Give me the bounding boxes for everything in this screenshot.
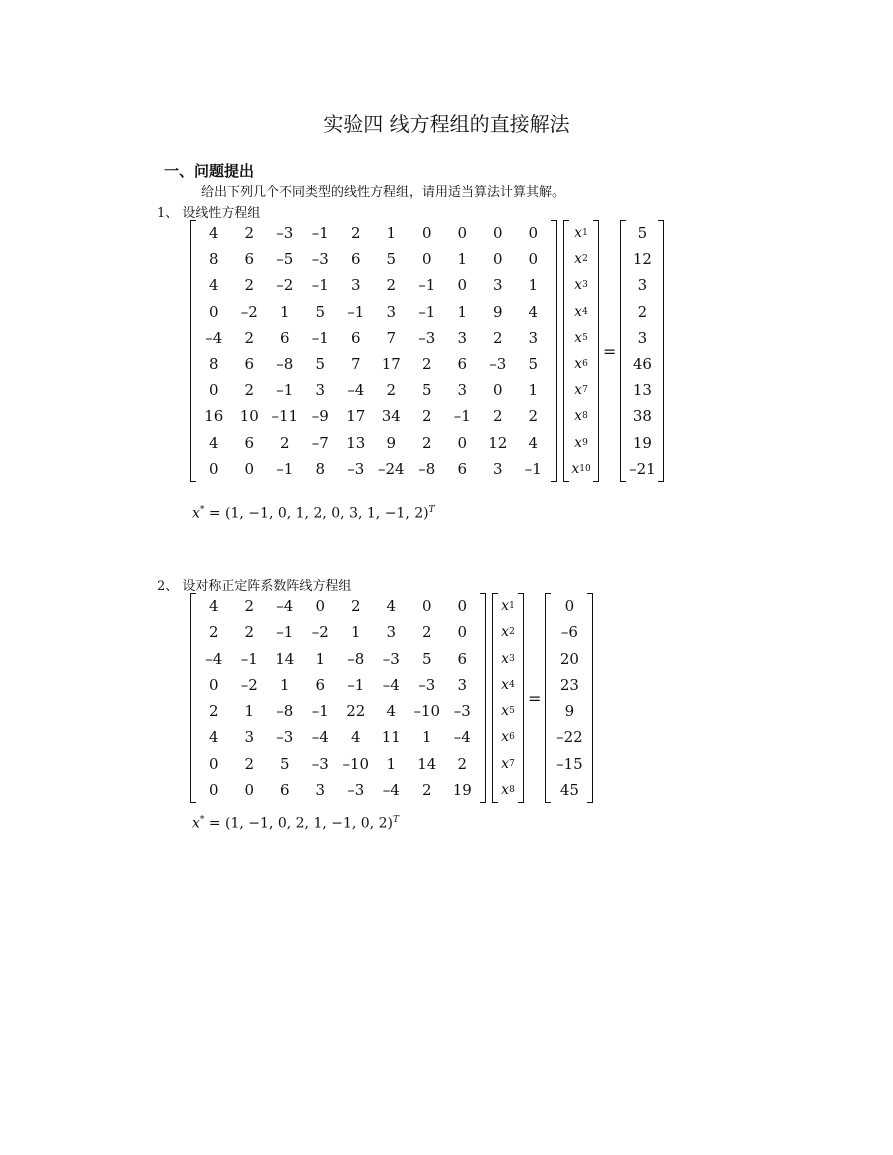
- matrix-cell: 0: [528, 224, 539, 243]
- matrix-cell: –3: [311, 754, 329, 773]
- solution-2-symbol: x: [192, 815, 200, 832]
- variable-cell: [569, 430, 593, 456]
- matrix-cell: 3: [457, 381, 468, 400]
- matrix-cell: 5: [315, 355, 326, 374]
- matrix-cell: 0: [208, 780, 219, 799]
- variable-cell: [569, 246, 593, 272]
- rhs-cell: 9: [564, 702, 575, 721]
- matrix-cell: 4: [208, 224, 219, 243]
- matrix-cell: 0: [208, 459, 219, 478]
- variable-symbol: x: [501, 729, 510, 746]
- matrix-cell: –3: [347, 459, 365, 478]
- rhs-cell: 2: [637, 302, 648, 321]
- matrix-cell: 2: [350, 224, 361, 243]
- variable-cell: [569, 220, 593, 246]
- matrix-cell: 0: [208, 754, 219, 773]
- matrix-cell: 4: [208, 276, 219, 295]
- matrix-cell: –1: [311, 224, 329, 243]
- matrix-cell: –1: [311, 328, 329, 347]
- matrix-cell: 0: [457, 597, 468, 616]
- matrix-cell: 14: [417, 754, 437, 773]
- variable-cell: [569, 456, 593, 482]
- variable-vector-1: [563, 220, 599, 482]
- matrix-cell: 3: [315, 780, 326, 799]
- matrix-cell: 13: [346, 433, 366, 452]
- rhs-cell: 3: [637, 276, 648, 295]
- matrix-cell: 8: [315, 459, 326, 478]
- matrix-cell: 3: [492, 276, 503, 295]
- matrix-cell: 7: [350, 355, 361, 374]
- solution-1-transpose: T: [428, 505, 435, 515]
- matrix-cell: 5: [421, 649, 432, 668]
- variable-cell: [569, 325, 593, 351]
- matrix-cell: 4: [386, 597, 397, 616]
- solution-2-star: *: [199, 815, 205, 825]
- matrix-cell: –3: [489, 355, 507, 374]
- matrix-cell: –24: [377, 459, 405, 478]
- rhs-cell: –6: [560, 623, 578, 642]
- matrix-cell: 6: [244, 250, 255, 269]
- variable-subscript: 1: [582, 228, 588, 239]
- matrix-cell: 2: [492, 407, 503, 426]
- rhs-cell: –22: [556, 728, 583, 747]
- variable-subscript: 6: [509, 732, 515, 743]
- variable-symbol: x: [574, 251, 583, 268]
- variable-symbol: x: [501, 598, 510, 615]
- variable-cell: [498, 698, 518, 724]
- matrix-cell: 6: [315, 675, 326, 694]
- matrix-cell: 2: [208, 623, 219, 642]
- matrix-cell: 2: [208, 702, 219, 721]
- variable-symbol: x: [574, 382, 583, 399]
- matrix-cell: 6: [457, 459, 468, 478]
- rhs-cell: 38: [632, 407, 652, 426]
- coefficient-matrix-2: [190, 593, 486, 803]
- variable-subscript: 9: [582, 437, 588, 448]
- matrix-cell: 2: [457, 754, 468, 773]
- matrix-cell: 4: [208, 597, 219, 616]
- matrix-cell: –1: [418, 302, 436, 321]
- matrix-cell: 6: [279, 780, 290, 799]
- matrix-cell: 7: [386, 328, 397, 347]
- matrix-cell: 2: [386, 381, 397, 400]
- matrix-cell: –3: [276, 224, 294, 243]
- matrix-cell: –4: [276, 597, 294, 616]
- rhs-cell: 19: [632, 433, 652, 452]
- variable-symbol: x: [574, 225, 583, 242]
- matrix-cell: 16: [204, 407, 224, 426]
- matrix-cell: 4: [208, 728, 219, 747]
- matrix-cell: 2: [244, 224, 255, 243]
- matrix-cell: –4: [453, 728, 471, 747]
- variable-subscript: 7: [582, 385, 588, 396]
- variable-symbol: x: [501, 650, 510, 667]
- matrix-cell: 2: [350, 597, 361, 616]
- matrix-cell: –10: [342, 754, 370, 773]
- page-title: 实验四 线方程组的直接解法: [323, 112, 570, 136]
- matrix-cell: –8: [347, 649, 365, 668]
- variable-subscript: 7: [509, 758, 515, 769]
- matrix-cell: 5: [421, 381, 432, 400]
- matrix-cell: 0: [244, 780, 255, 799]
- matrix-cell: –1: [347, 302, 365, 321]
- matrix-cell: 2: [279, 433, 290, 452]
- matrix-cell: 0: [457, 276, 468, 295]
- matrix-cell: –3: [276, 728, 294, 747]
- variable-cell: [498, 777, 518, 803]
- matrix-cell: 2: [421, 355, 432, 374]
- matrix-cell: 0: [208, 381, 219, 400]
- matrix-cell: 0: [492, 250, 503, 269]
- matrix-cell: 3: [315, 381, 326, 400]
- matrix-cell: 1: [421, 728, 432, 747]
- matrix-cell: 2: [386, 276, 397, 295]
- matrix-cell: 0: [208, 302, 219, 321]
- matrix-cell: 2: [528, 407, 539, 426]
- rhs-vector-2: [545, 593, 593, 803]
- variable-symbol: x: [571, 460, 580, 477]
- matrix-cell: 1: [386, 754, 397, 773]
- matrix-cell: –1: [276, 623, 294, 642]
- variable-symbol: x: [574, 356, 583, 373]
- rhs-cell: 20: [559, 649, 579, 668]
- variable-vector-2: [492, 593, 524, 803]
- variable-cell: [498, 672, 518, 698]
- matrix-cell: –1: [418, 276, 436, 295]
- matrix-cell: 4: [208, 433, 219, 452]
- matrix-cell: –3: [453, 702, 471, 721]
- matrix-cell: 5: [315, 302, 326, 321]
- variable-symbol: x: [574, 434, 583, 451]
- rhs-cell: –21: [629, 459, 656, 478]
- matrix-cell: 5: [386, 250, 397, 269]
- matrix-cell: –8: [276, 355, 294, 374]
- matrix-cell: –3: [311, 250, 329, 269]
- matrix-cell: 11: [381, 728, 401, 747]
- rhs-cell: 3: [637, 328, 648, 347]
- matrix-cell: 4: [350, 728, 361, 747]
- matrix-cell: –1: [240, 649, 258, 668]
- variable-cell: [498, 751, 518, 777]
- matrix-cell: 3: [528, 328, 539, 347]
- matrix-cell: –7: [311, 433, 329, 452]
- variable-symbol: x: [501, 624, 510, 641]
- variable-symbol: x: [574, 408, 583, 425]
- matrix-cell: 14: [275, 649, 295, 668]
- matrix-cell: 6: [244, 355, 255, 374]
- matrix-cell: 6: [244, 433, 255, 452]
- matrix-cell: 1: [279, 302, 290, 321]
- matrix-cell: 3: [350, 276, 361, 295]
- matrix-cell: –1: [347, 675, 365, 694]
- variable-cell: [498, 646, 518, 672]
- matrix-cell: –4: [205, 649, 223, 668]
- matrix-cell: –9: [311, 407, 329, 426]
- matrix-cell: 34: [381, 407, 401, 426]
- intro-text: 给出下列几个不同类型的线性方程组，请用适当算法计算其解。: [201, 185, 566, 200]
- matrix-cell: 1: [279, 675, 290, 694]
- matrix-cell: –4: [205, 328, 223, 347]
- matrix-cell: 17: [346, 407, 366, 426]
- matrix-cell: 2: [492, 328, 503, 347]
- variable-symbol: x: [501, 781, 510, 798]
- variable-cell: [498, 619, 518, 645]
- matrix-cell: 0: [421, 597, 432, 616]
- matrix-cell: 5: [279, 754, 290, 773]
- matrix-cell: 8: [208, 250, 219, 269]
- matrix-cell: 0: [208, 675, 219, 694]
- solution-2: [192, 815, 399, 832]
- matrix-cell: 1: [528, 381, 539, 400]
- matrix-cell: 1: [457, 250, 468, 269]
- matrix-cell: 0: [244, 459, 255, 478]
- equals-sign-1: =: [603, 341, 617, 361]
- matrix-cell: –1: [311, 702, 329, 721]
- variable-subscript: 2: [509, 627, 515, 638]
- matrix-cell: 9: [492, 302, 503, 321]
- rhs-vector-1: [620, 220, 664, 482]
- variable-symbol: x: [501, 755, 510, 772]
- matrix-cell: 3: [492, 459, 503, 478]
- matrix-cell: 1: [386, 224, 397, 243]
- matrix-cell: –4: [382, 780, 400, 799]
- matrix-cell: –1: [276, 381, 294, 400]
- solution-2-transpose: T: [392, 815, 399, 825]
- matrix-cell: –1: [311, 276, 329, 295]
- matrix-cell: 2: [421, 623, 432, 642]
- variable-subscript: 5: [509, 706, 515, 717]
- matrix-cell: 0: [457, 433, 468, 452]
- matrix-cell: 2: [244, 623, 255, 642]
- matrix-cell: –4: [347, 381, 365, 400]
- matrix-cell: 10: [239, 407, 259, 426]
- matrix-cell: –4: [311, 728, 329, 747]
- matrix-cell: 6: [457, 355, 468, 374]
- variable-cell: [569, 299, 593, 325]
- matrix-cell: –3: [418, 675, 436, 694]
- matrix-cell: 2: [421, 407, 432, 426]
- variable-subscript: 4: [582, 306, 588, 317]
- variable-subscript: 10: [579, 463, 591, 474]
- variable-symbol: x: [501, 703, 510, 720]
- variable-subscript: 4: [509, 679, 515, 690]
- matrix-cell: 12: [488, 433, 508, 452]
- matrix-cell: 1: [528, 276, 539, 295]
- rhs-cell: 46: [632, 355, 652, 374]
- matrix-cell: –11: [271, 407, 299, 426]
- rhs-cell: 23: [559, 675, 579, 694]
- matrix-cell: –1: [453, 407, 471, 426]
- matrix-cell: 3: [457, 675, 468, 694]
- matrix-cell: 2: [244, 328, 255, 347]
- solution-1: [192, 505, 435, 522]
- variable-cell: [569, 377, 593, 403]
- coefficient-matrix-1: [190, 220, 557, 482]
- matrix-cell: 2: [244, 754, 255, 773]
- variable-subscript: 3: [582, 280, 588, 291]
- problem-1-label: 1、 设线性方程组: [157, 206, 261, 221]
- matrix-cell: 0: [457, 623, 468, 642]
- variable-subscript: 8: [582, 411, 588, 422]
- variable-subscript: 5: [582, 332, 588, 343]
- rhs-cell: 13: [632, 381, 652, 400]
- matrix-cell: 17: [381, 355, 401, 374]
- variable-cell: [498, 593, 518, 619]
- rhs-cell: 12: [632, 250, 652, 269]
- matrix-cell: 2: [244, 597, 255, 616]
- matrix-cell: 0: [492, 224, 503, 243]
- matrix-cell: –1: [276, 459, 294, 478]
- matrix-cell: 3: [244, 728, 255, 747]
- matrix-cell: 6: [457, 649, 468, 668]
- matrix-cell: –8: [276, 702, 294, 721]
- matrix-cell: 3: [386, 623, 397, 642]
- matrix-cell: 0: [315, 597, 326, 616]
- matrix-cell: 2: [421, 780, 432, 799]
- variable-subscript: 8: [509, 784, 515, 795]
- rhs-cell: 45: [559, 780, 579, 799]
- equation-1: [190, 220, 664, 482]
- matrix-cell: 4: [528, 433, 539, 452]
- matrix-cell: 0: [457, 224, 468, 243]
- variable-symbol: x: [574, 329, 583, 346]
- variable-cell: [569, 272, 593, 298]
- problem-2-label: 2、 设对称正定阵系数阵线方程组: [157, 579, 352, 594]
- rhs-cell: 5: [637, 224, 648, 243]
- variable-subscript: 2: [582, 254, 588, 265]
- variable-subscript: 6: [582, 359, 588, 370]
- matrix-cell: 0: [492, 381, 503, 400]
- matrix-cell: 1: [457, 302, 468, 321]
- matrix-cell: 1: [315, 649, 326, 668]
- variable-subscript: 1: [509, 601, 515, 612]
- rhs-cell: 0: [564, 597, 575, 616]
- variable-subscript: 3: [509, 653, 515, 664]
- matrix-cell: 19: [452, 780, 472, 799]
- matrix-cell: 6: [279, 328, 290, 347]
- matrix-cell: –2: [311, 623, 329, 642]
- solution-1-star: *: [199, 505, 205, 515]
- matrix-cell: 22: [346, 702, 366, 721]
- variable-cell: [569, 351, 593, 377]
- equals-sign-2: =: [528, 688, 542, 708]
- matrix-cell: –10: [413, 702, 441, 721]
- matrix-cell: 0: [421, 224, 432, 243]
- variable-cell: [498, 724, 518, 750]
- matrix-cell: –3: [347, 780, 365, 799]
- matrix-cell: 2: [244, 276, 255, 295]
- matrix-cell: 9: [386, 433, 397, 452]
- matrix-cell: –2: [240, 302, 258, 321]
- matrix-cell: –5: [276, 250, 294, 269]
- solution-1-values: = (1, −1, 0, 1, 2, 0, 3, 1, −1, 2): [204, 505, 429, 522]
- matrix-cell: –8: [418, 459, 436, 478]
- solution-2-values: = (1, −1, 0, 2, 1, −1, 0, 2): [204, 815, 393, 832]
- matrix-cell: –2: [276, 276, 294, 295]
- variable-cell: [569, 403, 593, 429]
- matrix-cell: 3: [457, 328, 468, 347]
- variable-symbol: x: [574, 277, 583, 294]
- matrix-cell: 6: [350, 250, 361, 269]
- solution-1-symbol: x: [192, 505, 200, 522]
- matrix-cell: 5: [528, 355, 539, 374]
- matrix-cell: –2: [240, 675, 258, 694]
- variable-symbol: x: [501, 676, 510, 693]
- matrix-cell: 3: [386, 302, 397, 321]
- matrix-cell: –3: [382, 649, 400, 668]
- matrix-cell: 1: [244, 702, 255, 721]
- matrix-cell: 8: [208, 355, 219, 374]
- matrix-cell: –3: [418, 328, 436, 347]
- section-heading: 一、问题提出: [164, 162, 255, 180]
- matrix-cell: –4: [382, 675, 400, 694]
- matrix-cell: 1: [350, 623, 361, 642]
- matrix-cell: –1: [524, 459, 542, 478]
- matrix-cell: 2: [421, 433, 432, 452]
- matrix-cell: 2: [244, 381, 255, 400]
- equation-2: [190, 593, 593, 803]
- matrix-cell: 0: [421, 250, 432, 269]
- matrix-cell: 6: [350, 328, 361, 347]
- variable-symbol: x: [574, 303, 583, 320]
- matrix-cell: 4: [386, 702, 397, 721]
- matrix-cell: 0: [528, 250, 539, 269]
- matrix-cell: 4: [528, 302, 539, 321]
- rhs-cell: –15: [556, 754, 583, 773]
